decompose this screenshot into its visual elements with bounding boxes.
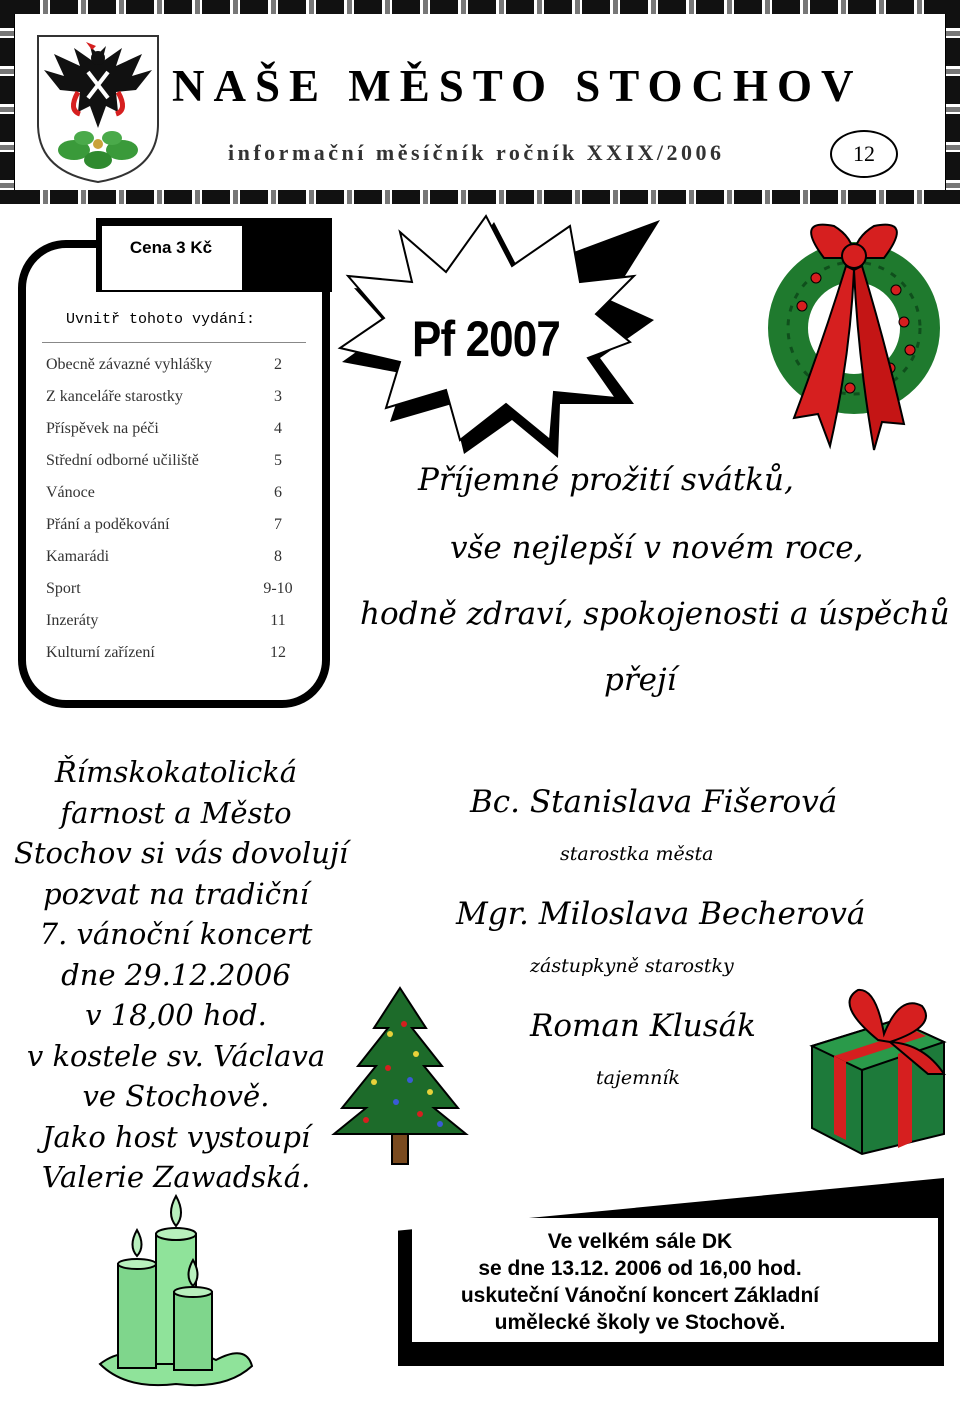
- price-label: Cena 3 Kč: [129, 238, 213, 257]
- toc-item[interactable]: [46, 388, 298, 412]
- gift-box-icon: [804, 984, 954, 1156]
- toc-heading: Uvnitř tohoto vydání:: [66, 311, 256, 328]
- toc-item[interactable]: [46, 484, 298, 508]
- invitation-line: v 18,00 hod.: [85, 998, 267, 1032]
- toc-item[interactable]: [46, 420, 298, 444]
- toc-item-page: 7: [274, 516, 282, 533]
- signatory-role: tajemník: [596, 1067, 680, 1089]
- toc-item[interactable]: [46, 548, 298, 572]
- town-coat-of-arms-icon: [34, 32, 162, 184]
- toc-item[interactable]: [46, 612, 298, 636]
- invitation-line: Stochov si vás dovolují: [14, 836, 349, 870]
- toc-item-page: 4: [274, 420, 282, 437]
- toc-item-label: Sport: [46, 580, 81, 597]
- price-tag: [102, 226, 242, 290]
- newsletter-subtitle: informační měsíčník ročník XXIX/2006: [228, 140, 725, 165]
- toc-item-page: 2: [274, 356, 282, 373]
- school-concert-notice: [412, 1228, 868, 1336]
- invitation-line: Jako host vystoupí: [41, 1119, 311, 1154]
- toc-item[interactable]: [46, 516, 298, 540]
- toc-item-page: 12: [270, 644, 286, 661]
- toc-item-label: Kamarádi: [46, 548, 110, 565]
- toc-item-label: Obecně závazné vyhlášky: [46, 356, 213, 373]
- toc-divider: [42, 342, 306, 343]
- invitation-line: farnost a Město: [60, 795, 292, 830]
- christmas-tree-icon: [330, 984, 470, 1168]
- toc-item[interactable]: [46, 356, 298, 380]
- signatory-name: Mgr. Miloslava Becherová: [456, 896, 866, 932]
- toc-item-page: 9-10: [263, 580, 293, 597]
- signatory-role: starostka města: [560, 843, 714, 865]
- masthead-border-left: [0, 0, 14, 204]
- toc-item-page: 8: [274, 548, 282, 565]
- toc-item-page: 11: [270, 612, 286, 629]
- invitation-line: ve Stochově.: [82, 1079, 270, 1113]
- toc-item-label: Kulturní zařízení: [46, 644, 155, 661]
- invitation-line: pozvat na tradiční: [43, 876, 309, 911]
- masthead-border-right: [946, 0, 960, 204]
- toc-item-label: Přání a poděkování: [46, 516, 170, 533]
- toc-item-page: 3: [274, 388, 282, 405]
- greeting-line: vše nejlepší v novém roce,: [450, 530, 864, 566]
- signatory-role: zástupkyně starostky: [530, 955, 734, 977]
- church-concert-invitation: [14, 752, 349, 1198]
- signatory-name: Roman Klusák: [530, 1008, 756, 1044]
- toc-item[interactable]: [46, 452, 298, 476]
- toc-item[interactable]: [46, 644, 298, 668]
- notice-line: se dne 13.12. 2006 od 16,00 hod.: [478, 1257, 802, 1280]
- christmas-wreath-icon: [754, 218, 954, 458]
- masthead-border-top: [12, 0, 948, 14]
- toc-item-page: 5: [274, 452, 282, 469]
- toc-item-page: 6: [274, 484, 282, 501]
- greeting-line: Příjemné prožití svátků,: [418, 462, 794, 498]
- toc-item[interactable]: [46, 580, 298, 604]
- invitation-line: Římskokatolická: [54, 755, 298, 789]
- notice-line: Ve velkém sále DK: [547, 1230, 733, 1253]
- toc-item-label: Střední odborné učiliště: [46, 452, 199, 469]
- toc-item-label: Vánoce: [46, 484, 95, 501]
- masthead-border-bottom: [12, 190, 948, 204]
- invitation-line: dne 29.12.2006: [61, 957, 291, 992]
- notice-line: uskuteční Vánoční koncert Základní: [460, 1284, 820, 1307]
- greeting-line: hodně zdraví, spokojenosti a úspěchů: [360, 596, 950, 632]
- invitation-line: v kostele sv. Václava: [26, 1038, 326, 1073]
- toc-item-label: Z kanceláře starostky: [46, 388, 183, 405]
- toc-item-label: Příspěvek na péči: [46, 420, 159, 437]
- notice-line: umělecké školy ve Stochově.: [494, 1311, 786, 1334]
- advent-candles-icon: [96, 1194, 256, 1394]
- issue-number-badge: 12: [830, 130, 898, 178]
- newsletter-title: NAŠE MĚSTO STOCHOV: [172, 61, 863, 111]
- invitation-line: 7. vánoční koncert: [39, 917, 313, 951]
- toc-item-label: Inzeráty: [46, 612, 99, 629]
- pf-2007-headline: Pf 2007: [412, 311, 560, 367]
- signatory-name: Bc. Stanislava Fišerová: [470, 784, 838, 820]
- greeting-line: přejí: [604, 662, 677, 698]
- invitation-line: Valerie Zawadská.: [41, 1160, 311, 1194]
